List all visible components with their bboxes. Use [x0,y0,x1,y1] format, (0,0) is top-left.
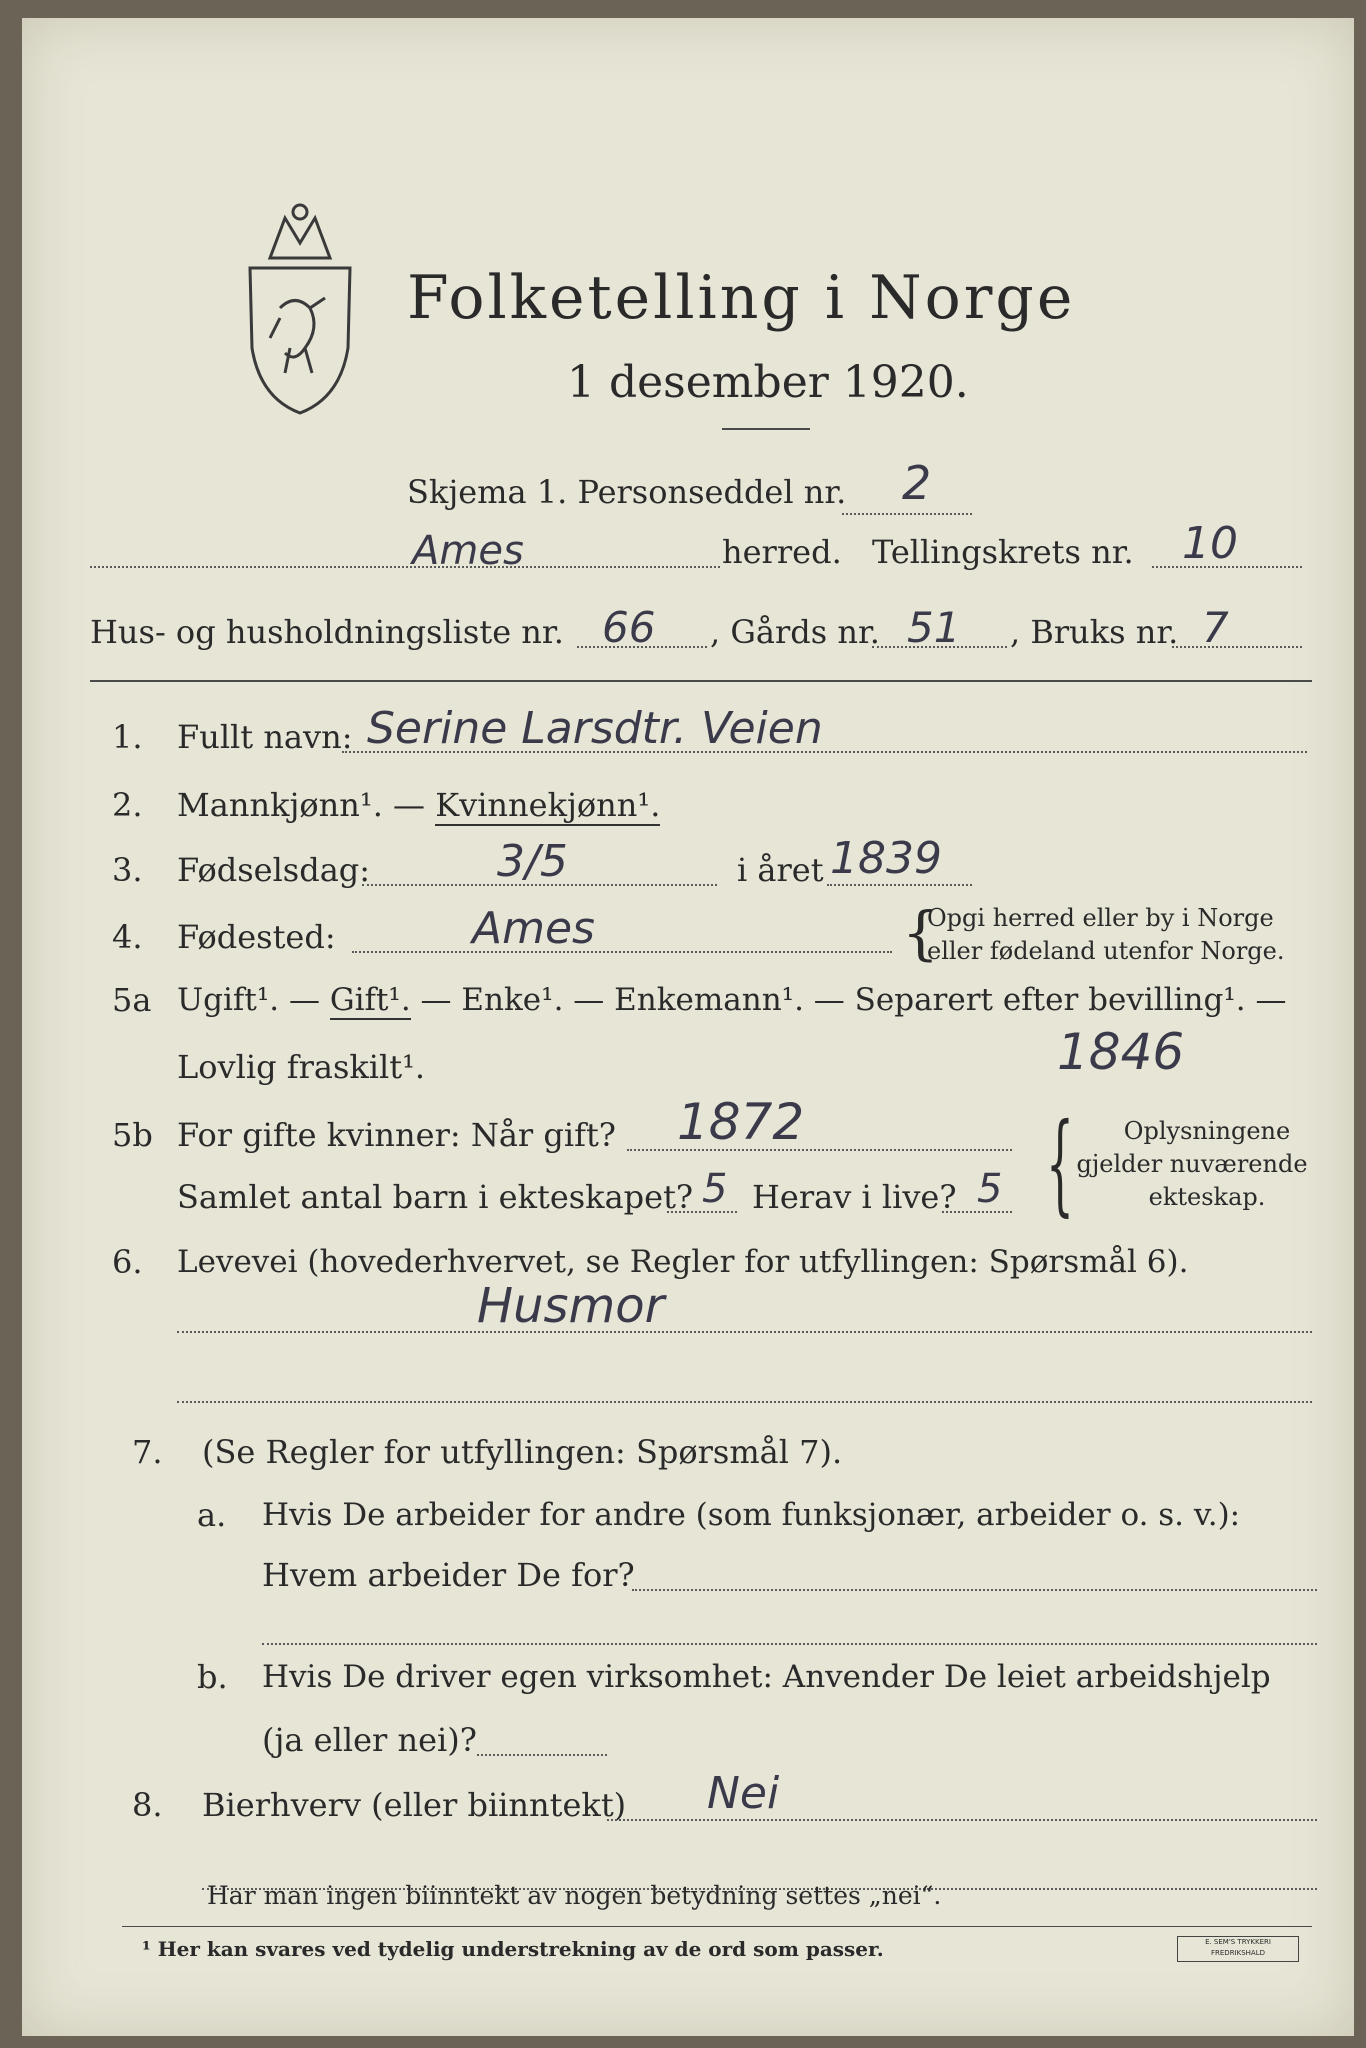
q4-birthplace: Ames [472,903,595,954]
tellingskrets-label: Tellingskrets nr. [872,533,1134,571]
bruks-line [1172,646,1302,648]
q5b-brace: { [1046,1099,1074,1227]
census-date: 1 desember 1920. [567,357,969,408]
q2-number: 2. [112,786,143,824]
header-separator [90,680,1312,682]
q3-birth-date: 3/5 [497,836,568,887]
q3-birth-year: 1839 [830,833,942,884]
gards-label: , Gårds nr. [710,613,880,651]
q2-sex-options [177,786,660,824]
q4-note-2: eller fødeland utenfor Norge. [927,937,1285,965]
q3-label: Fødselsdag: [177,851,371,889]
q5b-number: 5b [112,1116,153,1154]
q5b-alive-label: Herav i live? [752,1178,957,1216]
q7a-line-1 [632,1589,1317,1591]
q2-male-option: Mannkjønn¹. — [177,786,436,824]
printer-stamp: E. SEM'S TRYKKERI FREDRIKSHALD [1177,1936,1299,1962]
q8-line-1 [607,1819,1317,1821]
personseddel-line [842,513,972,515]
q7b-number: b. [197,1658,228,1696]
q7a-text-2: Hvem arbeider De for? [262,1556,635,1594]
q5b-note-2: gjelder nuværende [1076,1150,1308,1178]
q4-brace: { [902,899,939,967]
footer-divider [122,1926,1312,1927]
q1-full-name: Serine Larsdtr. Veien [367,703,823,754]
q5b-alive-value: 5 [977,1166,1003,1212]
q5b-married-label: For gifte kvinner: Når gift? [177,1116,616,1154]
schema-label: Skjema 1. Personseddel nr. [407,473,847,511]
q5a-margin-note: 1846 [1057,1023,1185,1081]
q7a-number: a. [197,1496,227,1534]
q8-number: 8. [132,1786,163,1824]
footnote: ¹ Her kan svares ved tydelig understrekning av de ord som passer. [142,1937,884,1961]
q1-label: Fullt navn: [177,718,353,756]
q5a-unmarried-option: Ugift¹. — [177,982,330,1018]
tellingskrets-value: 10 [1182,518,1238,569]
q6-line-2 [177,1401,1312,1403]
norwegian-coat-of-arms-icon [240,198,360,418]
bruks-label: , Bruks nr. [1010,613,1179,651]
hus-label: Hus- og husholdningsliste nr. [90,613,564,651]
q7-number: 7. [132,1433,163,1471]
q4-label: Fødested: [177,918,336,956]
q6-occupation: Husmor [477,1278,665,1334]
q7-label: (Se Regler for utfyllingen: Spørsmål 7). [202,1433,843,1471]
q5b-children-label: Samlet antal barn i ekteskapet? [177,1178,694,1216]
q6-number: 6. [112,1243,143,1281]
q6-line-1 [177,1331,1312,1333]
title-divider [722,428,810,430]
herred-line [90,566,720,568]
footer-note: Har man ingen biinntekt av nogen betydning settes „nei“. [207,1881,942,1910]
q5a-married-option: Gift¹. [329,982,411,1018]
q1-number: 1. [112,718,143,756]
bruks-value: 7 [1202,603,1229,652]
q3-number: 3. [112,851,143,889]
q5b-married-year: 1872 [677,1093,805,1151]
q5b-note-3: ekteskap. [1148,1183,1266,1211]
q7b-text-2: (ja eller nei)? [262,1721,477,1759]
q6-label: Levevei (hovederhvervet, se Regler for utfyllingen: Spørsmål 6). [177,1244,1189,1280]
q8-value: Nei [707,1768,780,1819]
q5a-number: 5a [112,981,152,1019]
herred-value: Ames [412,528,524,574]
herred-label: herred. [722,533,842,571]
census-form [22,18,1354,2036]
q2-female-option: Kvinnekjønn¹. [435,786,661,824]
q5a-other-options: — Enke¹. — Enkemann¹. — Separert efter bevilling¹. — [410,982,1287,1018]
q5a-divorced-option: Lovlig fraskilt¹. [177,1048,426,1086]
q7b-text-1: Hvis De driver egen virksomhet: Anvender De leiet arbeidshjelp [262,1659,1271,1695]
form-title: Folketelling i Norge [407,263,1076,333]
q4-number: 4. [112,918,143,956]
q4-line [352,951,892,953]
q7a-line-2 [262,1643,1317,1645]
q5b-children-value: 5 [702,1166,728,1212]
q7a-text-1: Hvis De arbeider for andre (som funksjonær, arbeider o. s. v.): [262,1497,1241,1533]
q7b-line [477,1754,607,1756]
q3-year-line [827,884,972,886]
q4-note-1: Opgi herred eller by i Norge [927,904,1274,932]
q3-year-label: i året [737,851,824,889]
hus-value: 66 [602,603,656,652]
personseddel-value: 2 [902,456,932,510]
q8-label: Bierhverv (eller biinntekt) [202,1786,627,1824]
gards-value: 51 [907,603,961,652]
q5b-note-1: Oplysningene [1123,1117,1291,1145]
q5a-marital-options [177,981,1286,1019]
